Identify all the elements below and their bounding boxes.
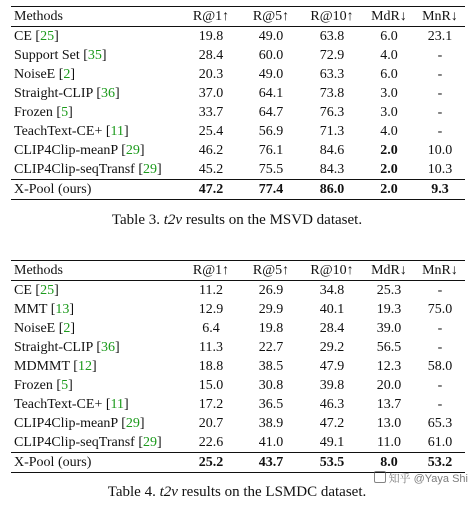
value-cell: 86.0 [319, 182, 345, 197]
value-cell: - [437, 105, 443, 120]
value-cell: - [437, 321, 443, 336]
value-cell: 29.9 [258, 302, 284, 317]
table-row [11, 180, 465, 200]
value-cell: 46.2 [198, 143, 224, 158]
caption-symbol: t2v [159, 484, 178, 500]
method-name: X-Pool (ours) [14, 455, 92, 470]
value-cell: 13.7 [376, 397, 402, 412]
caption-symbol: t2v [163, 212, 183, 228]
method-name: CLIP4Clip-meanP [14, 416, 118, 431]
table-row [11, 414, 465, 433]
column-header: MnR↓ [422, 9, 458, 24]
value-cell: 47.9 [319, 359, 345, 374]
table-row [11, 122, 465, 141]
table-row [11, 300, 465, 319]
value-cell: 84.3 [319, 162, 345, 177]
method-cell [11, 180, 181, 200]
citation-link[interactable]: 29 [125, 143, 140, 158]
column-header: Methods [14, 263, 63, 278]
method-name: CLIP4Clip-seqTransf [14, 435, 135, 450]
value-cell: 28.4 [198, 48, 224, 63]
value-cell: 25.2 [198, 455, 224, 470]
value-cell: 6.0 [380, 29, 398, 44]
table-msvd [11, 6, 465, 200]
caption-prefix: Table 3. [111, 212, 164, 228]
value-cell: 39.0 [376, 321, 402, 336]
method-cell: NoiseE [2] [14, 321, 76, 336]
value-cell: - [437, 48, 443, 63]
value-cell: 58.0 [427, 359, 453, 374]
value-cell: 37.0 [198, 86, 224, 101]
column-header: MdR↓ [371, 9, 407, 24]
column-header: MdR↓ [371, 263, 407, 278]
value-cell: 4.0 [380, 48, 398, 63]
method-cell: CLIP4Clip-seqTransf [29] [14, 435, 162, 450]
value-cell: 47.2 [319, 416, 345, 431]
value-cell: - [437, 67, 443, 82]
table-row [11, 84, 465, 103]
method-name: CE [14, 29, 32, 44]
citation-link[interactable]: 12 [77, 359, 92, 374]
table-row [11, 65, 465, 84]
value-cell: 84.6 [319, 143, 345, 158]
value-cell: 49.0 [258, 67, 284, 82]
method-name: CE [14, 283, 32, 298]
value-cell: 38.5 [258, 359, 284, 374]
method-cell: CLIP4Clip-meanP [29] [14, 416, 145, 431]
value-cell: 28.4 [319, 321, 345, 336]
value-cell: 22.7 [258, 340, 284, 355]
table-caption [0, 210, 474, 230]
method-cell: Straight-CLIP [36] [14, 340, 120, 355]
value-cell: 2.0 [380, 162, 398, 177]
value-cell: 11.3 [199, 340, 223, 355]
table-row [11, 27, 465, 47]
value-cell: 8.0 [380, 455, 398, 470]
watermark-text: 知乎 @Yaya Shi [388, 473, 468, 485]
table-row [11, 103, 465, 122]
value-cell: 25.4 [198, 124, 224, 139]
value-cell: 22.6 [198, 435, 224, 450]
citation-link[interactable]: 5 [61, 105, 69, 120]
value-cell: 11.2 [199, 283, 223, 298]
value-cell: 56.5 [376, 340, 402, 355]
table-row [11, 141, 465, 160]
citation-link[interactable]: 29 [143, 162, 157, 177]
method-cell: TeachText-CE+ [11] [14, 397, 129, 412]
method-cell: MMT [13] [14, 302, 75, 317]
value-cell: 19.8 [198, 29, 224, 44]
value-cell: 71.3 [319, 124, 345, 139]
column-header: R@10↑ [310, 9, 354, 24]
table-row [11, 357, 465, 376]
value-cell: 10.3 [427, 162, 453, 177]
method-cell: MDMMT [12] [14, 359, 97, 374]
value-cell: 49.1 [319, 435, 345, 450]
citation-link[interactable]: 25 [40, 283, 55, 298]
citation-link[interactable]: 2 [63, 321, 71, 336]
value-cell: 46.3 [319, 397, 345, 412]
citation-link[interactable]: 11 [110, 124, 124, 139]
value-cell: - [437, 86, 443, 101]
method-name: X-Pool (ours) [14, 182, 92, 197]
method-name: TeachText-CE+ [14, 124, 103, 139]
value-cell: 76.3 [319, 105, 345, 120]
table-row [11, 319, 465, 338]
citation-link[interactable]: 13 [55, 302, 70, 317]
value-cell: 25.3 [376, 283, 402, 298]
value-cell: 10.0 [427, 143, 453, 158]
value-cell: 64.7 [258, 105, 284, 120]
caption-prefix: Table 4. [107, 484, 160, 500]
value-cell: 29.2 [319, 340, 345, 355]
value-cell: 26.9 [258, 283, 284, 298]
method-cell: TeachText-CE+ [11] [14, 124, 129, 139]
method-name: TeachText-CE+ [14, 397, 103, 412]
column-header: R@1↑ [192, 9, 230, 24]
column-header: R@5↑ [252, 9, 290, 24]
citation-link[interactable]: 36 [100, 340, 115, 355]
value-cell: 20.3 [198, 67, 224, 82]
value-cell: 64.1 [258, 86, 284, 101]
value-cell: 33.7 [198, 105, 224, 120]
column-header: Methods [14, 9, 63, 24]
value-cell: 63.3 [319, 67, 345, 82]
value-cell: 12.9 [198, 302, 224, 317]
value-cell: 15.0 [198, 378, 224, 393]
value-cell: - [437, 397, 443, 412]
method-name: Straight-CLIP [14, 86, 93, 101]
value-cell: 49.0 [258, 29, 284, 44]
method-cell: CE [25] [14, 283, 59, 298]
citation-link[interactable]: 29 [125, 416, 140, 431]
method-name: MDMMT [14, 359, 70, 374]
method-name: Straight-CLIP [14, 340, 93, 355]
value-cell: 53.2 [427, 455, 453, 470]
value-cell: 39.8 [319, 378, 345, 393]
value-cell: 2.0 [380, 182, 398, 197]
method-cell: Frozen [5] [14, 378, 73, 393]
method-cell: CLIP4Clip-seqTransf [29] [14, 162, 162, 177]
value-cell: - [437, 378, 443, 393]
value-cell: 13.0 [376, 416, 402, 431]
value-cell: - [437, 340, 443, 355]
citation-link[interactable]: 25 [40, 29, 55, 44]
table-lsmdc [11, 260, 465, 473]
citation-link[interactable]: 5 [61, 378, 69, 393]
value-cell: 20.0 [376, 378, 402, 393]
column-header: R@1↑ [192, 263, 230, 278]
value-cell: 40.1 [319, 302, 345, 317]
method-cell: Straight-CLIP [36] [14, 86, 120, 101]
value-cell: 63.8 [319, 29, 345, 44]
method-cell: NoiseE [2] [14, 67, 76, 82]
table-row [11, 395, 465, 414]
method-name: CLIP4Clip-meanP [14, 143, 118, 158]
value-cell: 19.3 [376, 302, 402, 317]
method-cell: Frozen [5] [14, 105, 73, 120]
value-cell: 20.7 [198, 416, 224, 431]
citation-link[interactable]: 36 [100, 86, 115, 101]
method-cell: CE [25] [14, 29, 59, 44]
column-header: MnR↓ [422, 263, 458, 278]
column-header: R@5↑ [252, 263, 290, 278]
value-cell: 2.0 [380, 143, 398, 158]
value-cell: 75.0 [427, 302, 453, 317]
value-cell: - [437, 124, 443, 139]
method-name: NoiseE [14, 67, 56, 82]
value-cell: 73.8 [319, 86, 345, 101]
citation-link[interactable]: 11 [110, 397, 124, 412]
table-row [11, 433, 465, 453]
value-cell: 47.2 [198, 182, 224, 197]
citation-link[interactable]: 35 [87, 48, 102, 63]
value-cell: 38.9 [258, 416, 284, 431]
value-cell: 41.0 [258, 435, 284, 450]
value-cell: - [437, 283, 443, 298]
method-name: CLIP4Clip-seqTransf [14, 162, 135, 177]
table-header-row [11, 261, 465, 281]
method-cell [11, 453, 181, 473]
column-header: R@10↑ [310, 263, 354, 278]
value-cell: 72.9 [319, 48, 345, 63]
value-cell: 61.0 [427, 435, 453, 450]
value-cell: 11.0 [377, 435, 401, 450]
value-cell: 65.3 [427, 416, 453, 431]
caption-suffix: results on the MSVD dataset. [182, 212, 363, 228]
value-cell: 6.0 [380, 67, 398, 82]
table-row [11, 160, 465, 180]
value-cell: 19.8 [258, 321, 284, 336]
table-row [11, 281, 465, 301]
method-cell: CLIP4Clip-meanP [29] [14, 143, 145, 158]
value-cell: 3.0 [380, 86, 398, 101]
value-cell: 12.3 [376, 359, 402, 374]
value-cell: 17.2 [198, 397, 224, 412]
value-cell: 77.4 [258, 182, 284, 197]
value-cell: 34.8 [319, 283, 345, 298]
method-name: MMT [14, 302, 48, 317]
caption-suffix: results on the LSMDC dataset. [177, 484, 367, 500]
table-row [11, 338, 465, 357]
value-cell: 23.1 [427, 29, 453, 44]
value-cell: 3.0 [380, 105, 398, 120]
method-name: Support Set [14, 48, 80, 63]
value-cell: 30.8 [258, 378, 284, 393]
value-cell: 9.3 [431, 182, 449, 197]
value-cell: 36.5 [258, 397, 284, 412]
value-cell: 60.0 [258, 48, 284, 63]
value-cell: 18.8 [198, 359, 224, 374]
table-header-row [11, 7, 465, 27]
value-cell: 53.5 [319, 455, 345, 470]
table-row [11, 376, 465, 395]
value-cell: 56.9 [258, 124, 284, 139]
value-cell: 4.0 [380, 124, 398, 139]
value-cell: 75.5 [258, 162, 284, 177]
table-row [11, 46, 465, 65]
table-caption [0, 482, 474, 502]
value-cell: 6.4 [202, 321, 220, 336]
citation-link[interactable]: 29 [143, 435, 157, 450]
value-cell: 43.7 [258, 455, 284, 470]
method-cell: Support Set [35] [14, 48, 107, 63]
method-name: Frozen [14, 105, 53, 120]
citation-link[interactable]: 2 [63, 67, 71, 82]
method-name: Frozen [14, 378, 53, 393]
value-cell: 45.2 [198, 162, 224, 177]
method-name: NoiseE [14, 321, 56, 336]
value-cell: 76.1 [258, 143, 284, 158]
